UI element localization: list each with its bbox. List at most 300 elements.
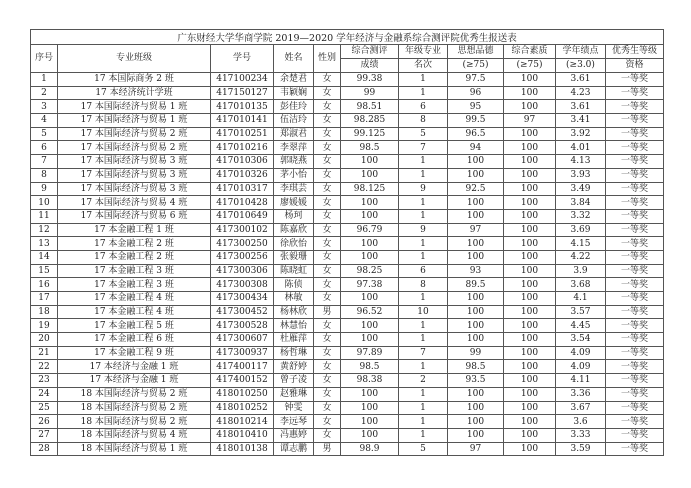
cell-rank: 9 bbox=[399, 223, 448, 237]
cell-rank: 6 bbox=[399, 100, 448, 114]
cell-score: 98.38 bbox=[341, 374, 399, 388]
cell-student-id: 417300452 bbox=[211, 305, 274, 319]
cell-rank: 6 bbox=[399, 264, 448, 278]
cell-moral: 97 bbox=[448, 442, 504, 456]
cell-name: 陈嘉欣 bbox=[274, 223, 314, 237]
cell-moral: 100 bbox=[448, 196, 504, 210]
cell-gender: 男 bbox=[314, 305, 341, 319]
cell-name: 余楚君 bbox=[274, 73, 314, 87]
cell-seq: 9 bbox=[31, 182, 58, 196]
cell-seq: 19 bbox=[31, 319, 58, 333]
cell-gender: 女 bbox=[314, 333, 341, 347]
cell-gender: 女 bbox=[314, 428, 341, 442]
cell-rank: 9 bbox=[399, 182, 448, 196]
cell-seq: 16 bbox=[31, 278, 58, 292]
cell-award: 一等奖 bbox=[606, 442, 664, 456]
cell-rank: 1 bbox=[399, 196, 448, 210]
cell-quality: 100 bbox=[504, 196, 556, 210]
cell-gender: 女 bbox=[314, 278, 341, 292]
cell-seq: 23 bbox=[31, 374, 58, 388]
header-rank-sub: 名次 bbox=[399, 59, 448, 73]
table-row bbox=[31, 401, 664, 415]
cell-seq: 18 bbox=[31, 305, 58, 319]
cell-seq: 24 bbox=[31, 387, 58, 401]
table-row bbox=[31, 182, 664, 196]
cell-moral: 97.5 bbox=[448, 73, 504, 87]
cell-gender: 女 bbox=[314, 319, 341, 333]
cell-gpa: 3.61 bbox=[556, 73, 606, 87]
cell-gender: 女 bbox=[314, 292, 341, 306]
cell-student-id: 417100234 bbox=[211, 73, 274, 87]
cell-score: 96.79 bbox=[341, 223, 399, 237]
cell-gpa: 4.23 bbox=[556, 86, 606, 100]
header-id: 学号 bbox=[211, 45, 274, 73]
table-row bbox=[31, 360, 664, 374]
cell-class: 18 本国际经济与贸易 2 班 bbox=[58, 401, 211, 415]
cell-student-id: 417300528 bbox=[211, 319, 274, 333]
cell-award: 一等奖 bbox=[606, 73, 664, 87]
cell-student-id: 418010214 bbox=[211, 415, 274, 429]
cell-gender: 女 bbox=[314, 401, 341, 415]
header-gpa-sub: (≥3.0) bbox=[556, 59, 606, 73]
cell-moral: 100 bbox=[448, 209, 504, 223]
cell-gender: 女 bbox=[314, 360, 341, 374]
table-row bbox=[31, 155, 664, 169]
header-seq: 序号 bbox=[31, 45, 58, 73]
cell-seq: 17 bbox=[31, 292, 58, 306]
cell-seq: 26 bbox=[31, 415, 58, 429]
cell-score: 99.125 bbox=[341, 127, 399, 141]
cell-quality: 100 bbox=[504, 428, 556, 442]
cell-name: 赵雅琳 bbox=[274, 387, 314, 401]
cell-name: 钟雯 bbox=[274, 401, 314, 415]
cell-quality: 100 bbox=[504, 346, 556, 360]
cell-gpa: 3.9 bbox=[556, 264, 606, 278]
cell-rank: 7 bbox=[399, 141, 448, 155]
cell-award: 一等奖 bbox=[606, 264, 664, 278]
cell-rank: 1 bbox=[399, 73, 448, 87]
cell-name: 杨哲琳 bbox=[274, 346, 314, 360]
cell-gender: 女 bbox=[314, 223, 341, 237]
cell-score: 97.89 bbox=[341, 346, 399, 360]
cell-seq: 3 bbox=[31, 100, 58, 114]
cell-student-id: 417010428 bbox=[211, 196, 274, 210]
cell-award: 一等奖 bbox=[606, 155, 664, 169]
table-row bbox=[31, 168, 664, 182]
cell-gpa: 3.36 bbox=[556, 387, 606, 401]
cell-score: 100 bbox=[341, 250, 399, 264]
cell-class: 17 本国际经济与贸易 3 班 bbox=[58, 182, 211, 196]
cell-score: 100 bbox=[341, 155, 399, 169]
cell-seq: 10 bbox=[31, 196, 58, 210]
cell-quality: 100 bbox=[504, 360, 556, 374]
cell-moral: 100 bbox=[448, 237, 504, 251]
cell-student-id: 417300250 bbox=[211, 237, 274, 251]
cell-gpa: 3.68 bbox=[556, 278, 606, 292]
cell-student-id: 417400152 bbox=[211, 374, 274, 388]
cell-moral: 100 bbox=[448, 319, 504, 333]
cell-class: 17 本国际经济与贸易 3 班 bbox=[58, 168, 211, 182]
cell-class: 18 本国际经济与贸易 4 班 bbox=[58, 428, 211, 442]
cell-class: 18 本国际经济与贸易 1 班 bbox=[58, 442, 211, 456]
cell-name: 冯惠婷 bbox=[274, 428, 314, 442]
cell-quality: 100 bbox=[504, 442, 556, 456]
cell-award: 一等奖 bbox=[606, 387, 664, 401]
cell-name: 茅小怡 bbox=[274, 168, 314, 182]
cell-rank: 5 bbox=[399, 127, 448, 141]
cell-score: 97.38 bbox=[341, 278, 399, 292]
cell-rank: 1 bbox=[399, 168, 448, 182]
cell-moral: 100 bbox=[448, 250, 504, 264]
cell-student-id: 417300306 bbox=[211, 264, 274, 278]
cell-name: 李远琴 bbox=[274, 415, 314, 429]
cell-award: 一等奖 bbox=[606, 333, 664, 347]
table-row bbox=[31, 264, 664, 278]
cell-award: 一等奖 bbox=[606, 127, 664, 141]
cell-gpa: 3.57 bbox=[556, 305, 606, 319]
cell-rank: 1 bbox=[399, 86, 448, 100]
table-body bbox=[31, 73, 664, 456]
cell-seq: 5 bbox=[31, 127, 58, 141]
cell-gpa: 3.33 bbox=[556, 428, 606, 442]
cell-student-id: 417010141 bbox=[211, 114, 274, 128]
cell-student-id: 417300256 bbox=[211, 250, 274, 264]
cell-quality: 100 bbox=[504, 264, 556, 278]
cell-quality: 100 bbox=[504, 374, 556, 388]
table-row bbox=[31, 374, 664, 388]
cell-gender: 女 bbox=[314, 346, 341, 360]
cell-gender: 女 bbox=[314, 155, 341, 169]
cell-moral: 100 bbox=[448, 168, 504, 182]
cell-class: 17 本国际经济与贸易 1 班 bbox=[58, 114, 211, 128]
cell-gpa: 4.45 bbox=[556, 319, 606, 333]
cell-name: 徐欣怡 bbox=[274, 237, 314, 251]
cell-class: 18 本国际经济与贸易 2 班 bbox=[58, 415, 211, 429]
table-row bbox=[31, 415, 664, 429]
cell-moral: 93 bbox=[448, 264, 504, 278]
cell-gender: 女 bbox=[314, 127, 341, 141]
header-rank: 年级专业 bbox=[399, 45, 448, 59]
cell-name: 杨林欣 bbox=[274, 305, 314, 319]
cell-score: 98.25 bbox=[341, 264, 399, 278]
cell-score: 100 bbox=[341, 401, 399, 415]
cell-moral: 100 bbox=[448, 387, 504, 401]
cell-rank: 8 bbox=[399, 114, 448, 128]
cell-student-id: 417010326 bbox=[211, 168, 274, 182]
cell-quality: 100 bbox=[504, 319, 556, 333]
table-row bbox=[31, 100, 664, 114]
cell-class: 17 本国际经济与贸易 4 班 bbox=[58, 196, 211, 210]
header-quality-sub: (≥75) bbox=[504, 59, 556, 73]
cell-gender: 女 bbox=[314, 114, 341, 128]
cell-award: 一等奖 bbox=[606, 415, 664, 429]
cell-quality: 100 bbox=[504, 223, 556, 237]
cell-moral: 100 bbox=[448, 305, 504, 319]
cell-score: 98.125 bbox=[341, 182, 399, 196]
cell-student-id: 417400117 bbox=[211, 360, 274, 374]
cell-quality: 100 bbox=[504, 127, 556, 141]
cell-rank: 1 bbox=[399, 237, 448, 251]
cell-gender: 女 bbox=[314, 100, 341, 114]
cell-seq: 25 bbox=[31, 401, 58, 415]
cell-seq: 27 bbox=[31, 428, 58, 442]
table-row bbox=[31, 305, 664, 319]
cell-rank: 1 bbox=[399, 387, 448, 401]
cell-student-id: 417300102 bbox=[211, 223, 274, 237]
cell-award: 一等奖 bbox=[606, 278, 664, 292]
header-score: 综合测评 bbox=[341, 45, 399, 59]
table-row bbox=[31, 292, 664, 306]
cell-score: 100 bbox=[341, 209, 399, 223]
cell-award: 一等奖 bbox=[606, 360, 664, 374]
cell-class: 17 本国际经济与贸易 1 班 bbox=[58, 100, 211, 114]
cell-score: 98.5 bbox=[341, 141, 399, 155]
cell-rank: 1 bbox=[399, 292, 448, 306]
cell-rank: 1 bbox=[399, 428, 448, 442]
cell-award: 一等奖 bbox=[606, 209, 664, 223]
table-row bbox=[31, 346, 664, 360]
cell-award: 一等奖 bbox=[606, 168, 664, 182]
cell-moral: 96 bbox=[448, 86, 504, 100]
cell-gpa: 3.32 bbox=[556, 209, 606, 223]
cell-class: 17 本金融工程 2 班 bbox=[58, 237, 211, 251]
cell-award: 一等奖 bbox=[606, 100, 664, 114]
cell-score: 99.38 bbox=[341, 73, 399, 87]
cell-student-id: 417300308 bbox=[211, 278, 274, 292]
cell-seq: 4 bbox=[31, 114, 58, 128]
cell-score: 100 bbox=[341, 196, 399, 210]
cell-moral: 100 bbox=[448, 428, 504, 442]
cell-class: 17 本国际经济与贸易 2 班 bbox=[58, 127, 211, 141]
cell-seq: 28 bbox=[31, 442, 58, 456]
cell-class: 17 本金融工程 3 班 bbox=[58, 264, 211, 278]
cell-seq: 11 bbox=[31, 209, 58, 223]
cell-quality: 100 bbox=[504, 86, 556, 100]
cell-quality: 97 bbox=[504, 114, 556, 128]
table-row bbox=[31, 333, 664, 347]
cell-score: 100 bbox=[341, 333, 399, 347]
cell-moral: 96.5 bbox=[448, 127, 504, 141]
cell-quality: 100 bbox=[504, 100, 556, 114]
honor-student-table bbox=[30, 29, 664, 456]
cell-gender: 女 bbox=[314, 168, 341, 182]
cell-quality: 100 bbox=[504, 401, 556, 415]
cell-award: 一等奖 bbox=[606, 182, 664, 196]
cell-name: 曾子凌 bbox=[274, 374, 314, 388]
cell-gpa: 4.1 bbox=[556, 292, 606, 306]
cell-gpa: 3.49 bbox=[556, 182, 606, 196]
cell-award: 一等奖 bbox=[606, 114, 664, 128]
cell-gpa: 4.09 bbox=[556, 360, 606, 374]
cell-seq: 2 bbox=[31, 86, 58, 100]
cell-name: 谭志鹏 bbox=[274, 442, 314, 456]
cell-moral: 94 bbox=[448, 141, 504, 155]
cell-quality: 100 bbox=[504, 250, 556, 264]
cell-name: 黄舒婷 bbox=[274, 360, 314, 374]
cell-name: 郑淑君 bbox=[274, 127, 314, 141]
cell-moral: 97 bbox=[448, 223, 504, 237]
cell-moral: 100 bbox=[448, 155, 504, 169]
header-gender: 性别 bbox=[314, 45, 341, 73]
table-row bbox=[31, 196, 664, 210]
cell-score: 99 bbox=[341, 86, 399, 100]
cell-award: 一等奖 bbox=[606, 428, 664, 442]
cell-score: 98.9 bbox=[341, 442, 399, 456]
cell-gpa: 4.11 bbox=[556, 374, 606, 388]
cell-name: 彭佳玲 bbox=[274, 100, 314, 114]
cell-award: 一等奖 bbox=[606, 346, 664, 360]
cell-name: 陈侦 bbox=[274, 278, 314, 292]
cell-moral: 98.5 bbox=[448, 360, 504, 374]
cell-score: 98.285 bbox=[341, 114, 399, 128]
cell-award: 一等奖 bbox=[606, 141, 664, 155]
cell-quality: 100 bbox=[504, 182, 556, 196]
cell-gender: 女 bbox=[314, 374, 341, 388]
cell-class: 17 本金融工程 4 班 bbox=[58, 305, 211, 319]
cell-award: 一等奖 bbox=[606, 250, 664, 264]
header-score-sub: 成绩 bbox=[341, 59, 399, 73]
table-row bbox=[31, 442, 664, 456]
header-quality: 综合素质 bbox=[504, 45, 556, 59]
cell-gpa: 3.59 bbox=[556, 442, 606, 456]
table-row bbox=[31, 387, 664, 401]
cell-seq: 21 bbox=[31, 346, 58, 360]
table-row bbox=[31, 278, 664, 292]
cell-seq: 14 bbox=[31, 250, 58, 264]
cell-quality: 100 bbox=[504, 141, 556, 155]
cell-gpa: 3.54 bbox=[556, 333, 606, 347]
cell-class: 17 本金融工程 3 班 bbox=[58, 278, 211, 292]
cell-award: 一等奖 bbox=[606, 401, 664, 415]
cell-seq: 8 bbox=[31, 168, 58, 182]
cell-name: 林敏 bbox=[274, 292, 314, 306]
cell-student-id: 417010317 bbox=[211, 182, 274, 196]
table-row bbox=[31, 141, 664, 155]
cell-student-id: 418010252 bbox=[211, 401, 274, 415]
table-row bbox=[31, 250, 664, 264]
cell-gender: 女 bbox=[314, 387, 341, 401]
cell-rank: 1 bbox=[399, 319, 448, 333]
cell-class: 17 本经济与金融 1 班 bbox=[58, 360, 211, 374]
cell-student-id: 418010250 bbox=[211, 387, 274, 401]
cell-rank: 1 bbox=[399, 415, 448, 429]
cell-name: 陈晓虹 bbox=[274, 264, 314, 278]
cell-class: 17 本金融工程 9 班 bbox=[58, 346, 211, 360]
table-row bbox=[31, 73, 664, 87]
header-gpa: 学年绩点 bbox=[556, 45, 606, 59]
cell-student-id: 417010649 bbox=[211, 209, 274, 223]
cell-gender: 女 bbox=[314, 73, 341, 87]
cell-class: 17 本国际经济与贸易 6 班 bbox=[58, 209, 211, 223]
cell-seq: 13 bbox=[31, 237, 58, 251]
cell-student-id: 418010410 bbox=[211, 428, 274, 442]
cell-gender: 女 bbox=[314, 415, 341, 429]
cell-seq: 22 bbox=[31, 360, 58, 374]
cell-moral: 89.5 bbox=[448, 278, 504, 292]
cell-class: 17 本金融工程 1 班 bbox=[58, 223, 211, 237]
cell-moral: 100 bbox=[448, 401, 504, 415]
table-row bbox=[31, 237, 664, 251]
table-row bbox=[31, 86, 664, 100]
table-row bbox=[31, 223, 664, 237]
header-award-sub: 资格 bbox=[606, 59, 664, 73]
cell-seq: 6 bbox=[31, 141, 58, 155]
cell-student-id: 417300607 bbox=[211, 333, 274, 347]
cell-award: 一等奖 bbox=[606, 223, 664, 237]
cell-score: 100 bbox=[341, 292, 399, 306]
cell-quality: 100 bbox=[504, 73, 556, 87]
header-name: 姓名 bbox=[274, 45, 314, 73]
cell-rank: 5 bbox=[399, 442, 448, 456]
cell-quality: 100 bbox=[504, 415, 556, 429]
cell-class: 17 本金融工程 6 班 bbox=[58, 333, 211, 347]
cell-score: 100 bbox=[341, 237, 399, 251]
cell-class: 17 本国际商务 2 班 bbox=[58, 73, 211, 87]
cell-gender: 女 bbox=[314, 264, 341, 278]
cell-gender: 女 bbox=[314, 250, 341, 264]
cell-student-id: 417010306 bbox=[211, 155, 274, 169]
cell-gender: 女 bbox=[314, 237, 341, 251]
cell-rank: 10 bbox=[399, 305, 448, 319]
cell-score: 100 bbox=[341, 319, 399, 333]
cell-gpa: 4.13 bbox=[556, 155, 606, 169]
cell-class: 17 本经济统计学班 bbox=[58, 86, 211, 100]
cell-score: 100 bbox=[341, 428, 399, 442]
cell-gender: 女 bbox=[314, 209, 341, 223]
cell-student-id: 417150127 bbox=[211, 86, 274, 100]
table-title: 广东财经大学华商学院 2019—2020 学年经济与金融系综合测评院优秀生报送表 bbox=[31, 30, 664, 45]
cell-score: 100 bbox=[341, 387, 399, 401]
cell-moral: 99.5 bbox=[448, 114, 504, 128]
cell-student-id: 417010251 bbox=[211, 127, 274, 141]
cell-seq: 7 bbox=[31, 155, 58, 169]
cell-score: 98.5 bbox=[341, 360, 399, 374]
cell-score: 96.52 bbox=[341, 305, 399, 319]
cell-gender: 女 bbox=[314, 86, 341, 100]
cell-gpa: 3.41 bbox=[556, 114, 606, 128]
cell-rank: 2 bbox=[399, 374, 448, 388]
cell-seq: 12 bbox=[31, 223, 58, 237]
cell-class: 17 本金融工程 5 班 bbox=[58, 319, 211, 333]
table-row bbox=[31, 127, 664, 141]
cell-seq: 20 bbox=[31, 333, 58, 347]
cell-quality: 100 bbox=[504, 278, 556, 292]
cell-student-id: 417300937 bbox=[211, 346, 274, 360]
cell-gender: 男 bbox=[314, 442, 341, 456]
cell-rank: 1 bbox=[399, 333, 448, 347]
cell-gpa: 3.6 bbox=[556, 415, 606, 429]
table-row bbox=[31, 209, 664, 223]
cell-moral: 92.5 bbox=[448, 182, 504, 196]
cell-rank: 1 bbox=[399, 250, 448, 264]
cell-gpa: 4.01 bbox=[556, 141, 606, 155]
table-row bbox=[31, 319, 664, 333]
cell-gpa: 3.84 bbox=[556, 196, 606, 210]
cell-rank: 7 bbox=[399, 346, 448, 360]
cell-quality: 100 bbox=[504, 333, 556, 347]
header-award: 优秀生等级 bbox=[606, 45, 664, 59]
cell-moral: 99 bbox=[448, 346, 504, 360]
header-class: 专业班级 bbox=[58, 45, 211, 73]
cell-name: 廖媛媛 bbox=[274, 196, 314, 210]
header-moral: 思想品德 bbox=[448, 45, 504, 59]
cell-seq: 15 bbox=[31, 264, 58, 278]
cell-name: 郭晓燕 bbox=[274, 155, 314, 169]
cell-gender: 女 bbox=[314, 141, 341, 155]
cell-student-id: 417300434 bbox=[211, 292, 274, 306]
cell-gpa: 3.92 bbox=[556, 127, 606, 141]
cell-moral: 100 bbox=[448, 415, 504, 429]
